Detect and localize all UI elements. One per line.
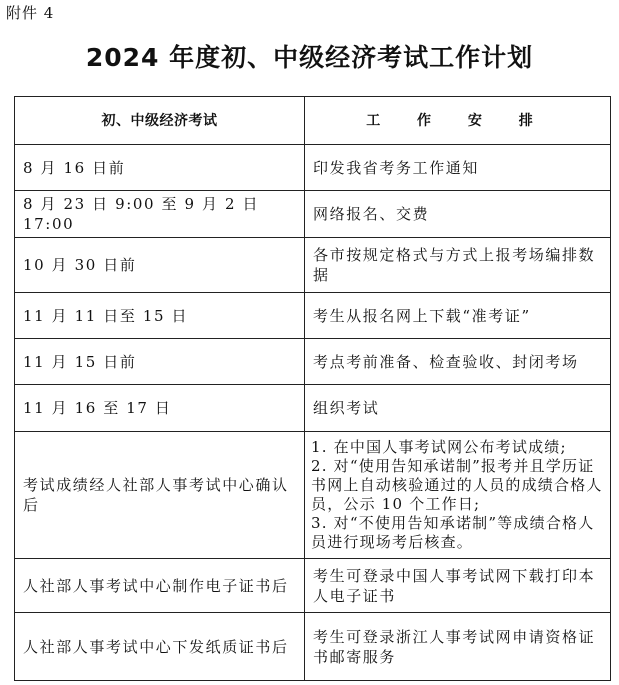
time-cell: 8 月 16 日前 — [15, 145, 305, 191]
work-cell: 考生可登录中国人事考试网下载打印本人电子证书 — [305, 559, 611, 613]
table-row — [15, 432, 611, 559]
schedule-table — [14, 96, 611, 681]
work-cell: 考点考前准备、检查验收、封闭考场 — [305, 339, 611, 385]
work-cell: 考生从报名网上下载“准考证” — [305, 293, 611, 339]
work-item: 1. 在中国人事考试网公布考试成绩; — [311, 438, 567, 456]
work-cell: 印发我省考务工作通知 — [305, 145, 611, 191]
time-cell: 11 月 16 至 17 日 — [15, 385, 305, 432]
page-title: 2024 年度初、中级经济考试工作计划 — [85, 43, 534, 72]
table-row — [15, 238, 611, 293]
time-cell: 人社部人事考试中心制作电子证书后 — [15, 559, 305, 613]
time-cell: 考试成绩经人社部人事考试中心确认后 — [15, 432, 305, 559]
work-item: 2. 对“使用告知承诺制”报考并且学历证书网上自动核验通过的人员的成绩合格人员，公示 10 个工作日; — [311, 457, 603, 513]
time-cell: 11 月 11 日至 15 日 — [15, 293, 305, 339]
work-cell: 网络报名、交费 — [305, 191, 611, 238]
time-cell: 11 月 15 日前 — [15, 339, 305, 385]
work-cell: 组织考试 — [305, 385, 611, 432]
attachment-label: 附件 4 — [6, 4, 55, 22]
work-item: 3. 对“不使用告知承诺制”等成绩合格人员进行现场考后核查。 — [311, 514, 595, 551]
table-row — [15, 145, 611, 191]
table-row — [15, 385, 611, 432]
header-exam: 初、中级经济考试 — [15, 97, 305, 145]
work-cell — [305, 432, 611, 559]
table-row — [15, 191, 611, 238]
time-cell: 8 月 23 日 9:00 至 9 月 2 日 17:00 — [15, 191, 305, 238]
time-cell: 人社部人事考试中心下发纸质证书后 — [15, 613, 305, 681]
table-row — [15, 293, 611, 339]
work-cell: 各市按规定格式与方式上报考场编排数据 — [305, 238, 611, 293]
header-work: 工 作 安 排 — [305, 97, 611, 145]
time-cell: 10 月 30 日前 — [15, 238, 305, 293]
table-row — [15, 339, 611, 385]
table-row — [15, 613, 611, 681]
table-row — [15, 559, 611, 613]
work-cell: 考生可登录浙江人事考试网申请资格证书邮寄服务 — [305, 613, 611, 681]
table-header-row — [15, 97, 611, 145]
